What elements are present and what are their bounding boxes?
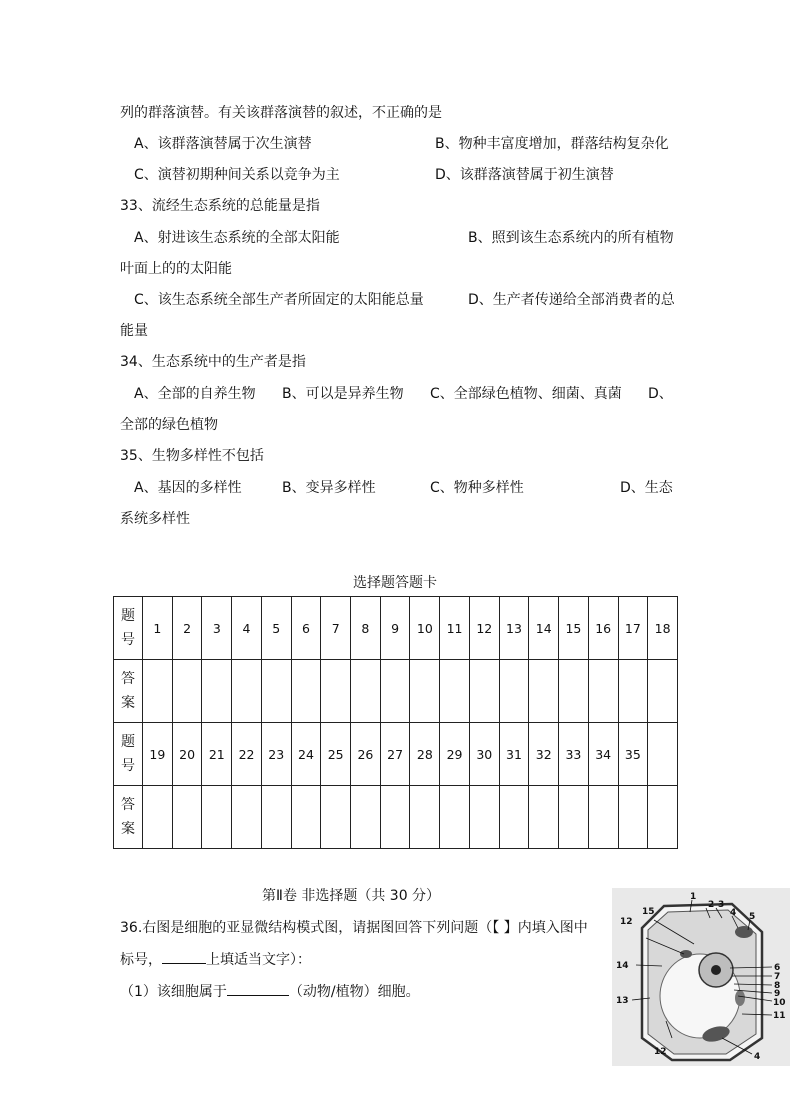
answer-cell[interactable] — [440, 660, 470, 723]
label-7: 7 — [774, 972, 781, 982]
label-12-bottom: 12 — [654, 1047, 667, 1057]
answer-card-answer-row-1 — [114, 660, 678, 723]
answer-cell[interactable] — [351, 786, 381, 849]
q36-sub1-part-a: （1）该细胞属于 — [120, 984, 227, 1000]
number-cell: 32 — [529, 723, 559, 786]
answer-card-title: 选择题答题卡 — [353, 575, 437, 591]
q36-sub1-part-b: （动物/植物）细胞。 — [288, 984, 420, 1000]
number-cell: 14 — [529, 597, 559, 660]
number-label: 题 号 — [114, 723, 143, 786]
number-cell: 5 — [261, 597, 291, 660]
q36-stem-line1: 36.右图是细胞的亚显微结构模式图，请据图回答下列问题（【 】内填入图中 — [120, 920, 588, 936]
answer-cell[interactable] — [380, 660, 410, 723]
answer-card-table — [113, 596, 678, 849]
q35-stem: 35、生物多样性不包括 — [120, 448, 264, 464]
answer-cell[interactable] — [172, 786, 202, 849]
label-10: 10 — [773, 998, 786, 1008]
answer-cell[interactable] — [499, 786, 529, 849]
answer-cell[interactable] — [261, 786, 291, 849]
q32-option-b: B、物种丰富度增加，群落结构复杂化 — [435, 136, 669, 152]
number-label: 题 号 — [114, 597, 143, 660]
label-14: 14 — [616, 961, 629, 971]
answer-cell[interactable] — [291, 786, 321, 849]
nucleolus — [711, 965, 721, 975]
answer-cell[interactable] — [499, 660, 529, 723]
number-cell: 31 — [499, 723, 529, 786]
q36-stem-part-b: 上填适当文字）： — [206, 952, 311, 968]
q32-option-a: A、该群落演替属于次生演替 — [134, 136, 312, 152]
answer-cell[interactable] — [410, 660, 440, 723]
number-cell: 12 — [469, 597, 499, 660]
number-cell: 1 — [143, 597, 173, 660]
number-cell: 6 — [291, 597, 321, 660]
answer-cell[interactable] — [351, 660, 381, 723]
answer-cell[interactable] — [380, 786, 410, 849]
answer-cell[interactable] — [143, 786, 173, 849]
q32-option-d: D、该群落演替属于初生演替 — [435, 167, 614, 183]
number-cell: 26 — [351, 723, 381, 786]
answer-cell[interactable] — [321, 786, 351, 849]
answer-cell[interactable] — [588, 660, 618, 723]
number-cell: 3 — [202, 597, 232, 660]
label-8: 8 — [774, 981, 781, 991]
number-cell: 34 — [588, 723, 618, 786]
label-5: 5 — [749, 912, 756, 922]
label-6: 6 — [774, 963, 781, 973]
q36-blank — [162, 949, 206, 964]
number-cell — [648, 723, 678, 786]
label-4-bottom: 4 — [754, 1052, 761, 1062]
answer-cell[interactable] — [618, 786, 648, 849]
answer-cell[interactable] — [440, 786, 470, 849]
q34-option-c: C、全部绿色植物、细菌、真菌 — [430, 386, 622, 402]
number-cell: 13 — [499, 597, 529, 660]
answer-cell[interactable] — [559, 786, 589, 849]
number-cell: 30 — [469, 723, 499, 786]
answer-cell[interactable] — [321, 660, 351, 723]
q35-option-d-line2: 系统多样性 — [120, 511, 190, 527]
number-cell: 2 — [172, 597, 202, 660]
answer-card-number-row-1 — [114, 597, 678, 660]
label-1: 1 — [690, 892, 697, 902]
q34-option-a: A、全部的自养生物 — [134, 386, 256, 402]
q32-option-c: C、演替初期种间关系以竞争为主 — [134, 167, 340, 183]
answer-card-answer-row-2 — [114, 786, 678, 849]
plant-cell-diagram — [612, 888, 790, 1066]
q34-option-d-line2: 全部的绿色植物 — [120, 417, 218, 433]
q36-stem-line2 — [120, 949, 311, 970]
answer-cell[interactable] — [469, 786, 499, 849]
number-cell: 20 — [172, 723, 202, 786]
q33-option-c: C、该生态系统全部生产者所固定的太阳能总量 — [134, 292, 424, 308]
q35-option-b: B、变异多样性 — [282, 480, 376, 496]
number-cell: 23 — [261, 723, 291, 786]
number-cell: 35 — [618, 723, 648, 786]
number-cell: 17 — [618, 597, 648, 660]
number-cell: 25 — [321, 723, 351, 786]
number-cell: 21 — [202, 723, 232, 786]
label-15: 15 — [642, 907, 655, 917]
label-12-top: 12 — [620, 917, 633, 927]
number-cell: 9 — [380, 597, 410, 660]
number-cell: 33 — [559, 723, 589, 786]
label-2: 2 — [708, 900, 715, 910]
label-4: 4 — [730, 908, 737, 918]
answer-label: 答 案 — [114, 660, 143, 723]
label-11: 11 — [773, 1011, 786, 1021]
answer-cell[interactable] — [588, 786, 618, 849]
q33-option-d-line2: 能量 — [120, 323, 148, 339]
q33-option-a: A、射进该生态系统的全部太阳能 — [134, 230, 340, 246]
q33-option-d-line1: D、生产者传递给全部消费者的总 — [468, 292, 675, 308]
number-cell: 11 — [440, 597, 470, 660]
q35-option-d-line1: D、生态 — [620, 480, 673, 496]
answer-cell[interactable] — [648, 786, 678, 849]
number-cell: 18 — [648, 597, 678, 660]
answer-cell[interactable] — [648, 660, 678, 723]
answer-cell[interactable] — [559, 660, 589, 723]
label-13: 13 — [616, 996, 629, 1006]
answer-cell[interactable] — [529, 660, 559, 723]
number-cell: 19 — [143, 723, 173, 786]
answer-cell[interactable] — [529, 786, 559, 849]
q35-option-c: C、物种多样性 — [430, 480, 524, 496]
answer-card-number-row-2 — [114, 723, 678, 786]
answer-cell[interactable] — [202, 660, 232, 723]
number-cell: 22 — [232, 723, 262, 786]
q34-stem: 34、生态系统中的生产者是指 — [120, 354, 306, 370]
number-cell: 7 — [321, 597, 351, 660]
q34-option-b: B、可以是异养生物 — [282, 386, 404, 402]
answer-cell[interactable] — [469, 660, 499, 723]
answer-cell[interactable] — [291, 660, 321, 723]
mitochondrion — [680, 950, 692, 958]
number-cell: 28 — [410, 723, 440, 786]
number-cell: 24 — [291, 723, 321, 786]
answer-cell[interactable] — [202, 786, 232, 849]
label-9: 9 — [774, 989, 781, 999]
answer-cell[interactable] — [261, 660, 291, 723]
q36-sub1-blank[interactable] — [227, 981, 289, 996]
number-cell: 10 — [410, 597, 440, 660]
number-cell: 8 — [351, 597, 381, 660]
number-cell: 27 — [380, 723, 410, 786]
label-3: 3 — [718, 900, 725, 910]
answer-cell[interactable] — [232, 660, 262, 723]
q35-option-a: A、基因的多样性 — [134, 480, 242, 496]
answer-cell[interactable] — [232, 786, 262, 849]
number-cell: 4 — [232, 597, 262, 660]
answer-cell[interactable] — [618, 660, 648, 723]
answer-label: 答 案 — [114, 786, 143, 849]
q33-option-b-line2: 叶面上的的太阳能 — [120, 261, 232, 277]
section-2-title: 第Ⅱ卷 非选择题（共 30 分） — [262, 888, 441, 904]
answer-cell[interactable] — [410, 786, 440, 849]
golgi — [735, 990, 745, 1006]
number-cell: 29 — [440, 723, 470, 786]
plant-cell-svg — [612, 888, 790, 1066]
q34-option-d-line1: D、 — [648, 386, 673, 402]
number-cell: 15 — [559, 597, 589, 660]
q36-stem-part-a: 标号， — [120, 952, 162, 968]
number-cell: 16 — [588, 597, 618, 660]
q33-stem: 33、流经生态系统的总能量是指 — [120, 198, 320, 214]
answer-cell[interactable] — [172, 660, 202, 723]
q36-sub1 — [120, 981, 420, 1002]
answer-cell[interactable] — [143, 660, 173, 723]
q33-option-b-line1: B、照到该生态系统内的所有植物 — [468, 230, 674, 246]
q32-stem-end: 列的群落演替。有关该群落演替的叙述，不正确的是 — [120, 105, 442, 121]
